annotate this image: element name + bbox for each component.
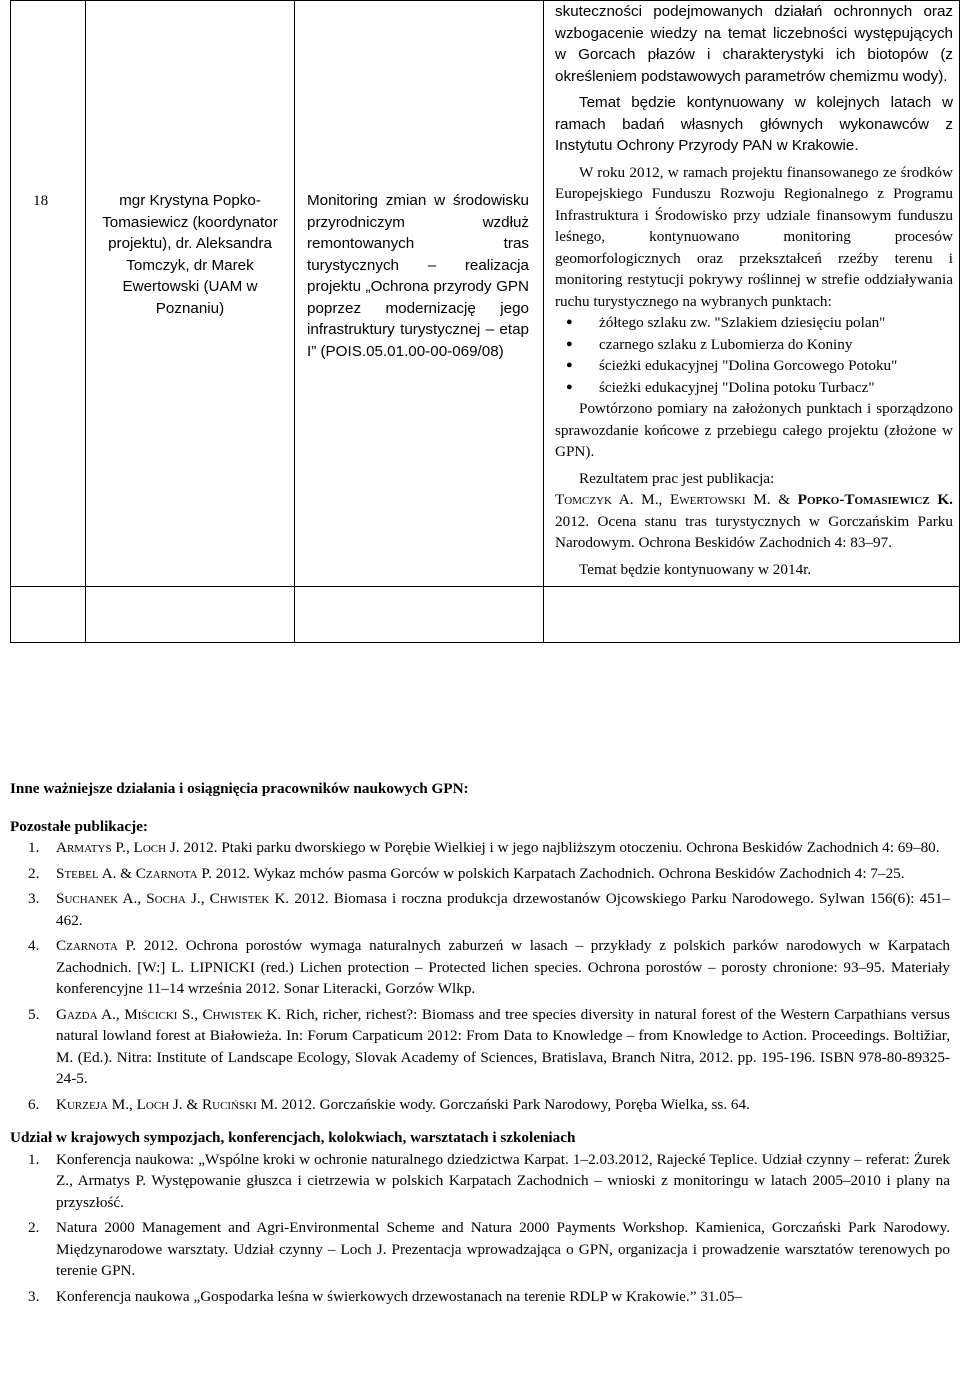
publication-authors: Stebel A. & Czarnota P. (56, 864, 212, 882)
description-paragraph: Powtórzono pomiary na założonych punktach i sporządzono sprawozdanie końcowe z przebiegu całego projektu (złożone w GPN). (555, 400, 953, 460)
title-cell (295, 1, 544, 587)
publication-authors: Gazda A., Miścicki S., Chwistek K. (56, 1005, 282, 1023)
publication-text: 2012. Biomasa i roczna produkcja drzewostanów Ojcowskiego Parku Narodowego. Sylwan 156(6): 451–462. (56, 890, 951, 929)
empty-cell (86, 587, 295, 643)
citation-initials: M. & (745, 491, 798, 508)
publication-citation (555, 489, 953, 554)
publication-authors: Armatys P., Loch J. (56, 839, 180, 856)
description-paragraph: Rezultatem prac jest publikacja: (579, 469, 775, 487)
publication-text: 2012. Ptaki parku dworskiego w Porębie Wielkiej i w jego najbliższym otoczeniu. Ochrona Beskidów Zachodnich 4: 69–80. (179, 839, 940, 856)
conference-item (10, 1217, 950, 1282)
item-number: 4. (28, 937, 40, 954)
description-paragraph: skuteczności podejmowanych działań ochronnych oraz wzbogacenie wiedzy na temat liczebności występujących w Gorcach płazów i charakterystyki ich biotopów (z określeniem podstawowych parametrów chemizmu wody). (555, 3, 953, 85)
citation-details: 2012. Ocena stanu tras turystycznych w Gorczańskim Parku Narodowym. Ochrona Beskidów Zachodnich 4: 83–97. (555, 512, 953, 551)
publication-item (10, 1094, 950, 1116)
empty-cell (544, 587, 960, 643)
item-number: 3. (28, 890, 40, 907)
conference-text: Konferencja naukowa „Gospodarka leśna w świerkowych drzewostanach na terenie RDLP w Krakowie.” 31.05– (56, 1287, 743, 1305)
description-paragraph: Temat będzie kontynuowany w 2014r. (579, 560, 812, 578)
item-number: 6. (28, 1095, 40, 1113)
conference-item (10, 1149, 950, 1214)
publication-item (10, 1004, 950, 1090)
conferences-list (10, 1149, 950, 1308)
list-item: ● czarnego szlaku z Lubomierza do Koniny (555, 334, 953, 356)
conference-text: Natura 2000 Management and Agri-Environmental Scheme and Natura 2000 Payments Workshop. Kamienica, Gorczański Park Narodowy. Międzynarodowe warsztaty. Udział czynny – Loch J. Prezentacja wprowadzająca o GPN, organizacja i prowadzenie warsztatów terenowych po terenie GPN. (56, 1219, 950, 1279)
publications-list (10, 837, 950, 1115)
citation-author: Tomczyk (555, 491, 612, 508)
project-title: Monitoring zmian w środowisku przyrodniczym wzdłuż remontowanych tras turystycznych – realizacja projektu „Ochrona przyrody GPN poprzez modernizację jego infrastruktury turystycznej – etap I” (POIS.05.01.00-00-069/08) (307, 192, 529, 360)
publication-text: 2012. Gorczańskie wody. Gorczański Park Narodowy, Poręba Wielka, ss. 64. (277, 1095, 750, 1113)
row-number: 18 (33, 192, 49, 209)
row-number-cell (11, 1, 86, 587)
citation-author: Ewertowski (669, 491, 746, 508)
item-number: 2. (28, 1219, 40, 1236)
other-activities-section (10, 778, 950, 1311)
citation-initials: A. M., (611, 491, 670, 508)
publication-item (10, 863, 950, 885)
publication-text: 2012. Wykaz mchów pasma Gorców w polskich Karpatach Zachodnich. Ochrona Beskidów Zachodnich 4: 7–25. (211, 864, 905, 882)
publication-item (10, 888, 950, 931)
publication-authors: Kurzeja M., Loch J. & Ruciński M. (56, 1095, 278, 1113)
publication-authors: Suchanek A., Socha J., Chwistek K. (56, 890, 290, 907)
conference-text: Konferencja naukowa: „Wspólne kroki w ochronie naturalnego dziedzictwa Karpat. 1–2.03.2012, Rajecké Teplice. Udział czynny – referat: Żurek Z., Armatys P. Występowanie głuszca i cietrzewia w polskich Karpatach Zachodnich – wnioski z monitoringu w latach 2005–2010 i plany na przyszłość. (56, 1150, 950, 1211)
publication-text: Rich, richer, richest?: Biomass and tree species diversity in natural forest of the Western Carpathians versus natural lowland forest at Białowieża. In: Forum Carpaticum 2012: From Data to Knowledge – from Knowledge to Action. Proceedings. Boltižiar, M. (Ed.). Nitra: Institute of Landscape Ecology, Slovak Academy of Sciences, Bratislava, Branch Nitra, 2012. pp. 195-196. ISBN 978-80-89325-24-5. (56, 1005, 950, 1087)
projects-table (10, 0, 960, 643)
publication-text: 2012. Ochrona porostów wymaga naturalnych zaburzeń w lasach – przykłady z polskich parków narodowych w Karpatach Zachodnich. [W:] L. LIPNICKI (red.) Lichen protection – Protected lichen species. Ochrona porostów – porosty chronione: 93–95. Materiały konferencyjne 11–14 września 2012. Sonar Literacki, Gorzów Wlkp. (56, 937, 951, 997)
list-item: ● ścieżki edukacyjnej "Dolina Gorcowego Potoku" (555, 355, 953, 377)
table-row (11, 587, 960, 643)
citation-author: Popko-Tomasiewicz (797, 491, 930, 508)
project-authors: mgr Krystyna Popko-Tomasiewicz (koordynator projektu), dr. Aleksandra Tomczyk, dr Marek Ewertowski (UAM w Poznaniu) (102, 192, 278, 317)
authors-cell (86, 1, 295, 587)
monitoring-points-list (555, 312, 953, 398)
empty-cell (295, 587, 544, 643)
table-row (11, 1, 960, 587)
project-description (544, 1, 959, 580)
item-number: 2. (28, 864, 40, 882)
empty-cell (11, 587, 86, 643)
conferences-heading: Udział w krajowych sympozjach, konferencjach, kolokwiach, warsztatach i szkoleniach (10, 1129, 576, 1146)
publication-item (10, 837, 950, 859)
description-cell (544, 1, 960, 587)
citation-initials: K. (929, 491, 953, 508)
section-heading: Inne ważniejsze działania i osiągnięcia pracowników naukowych GPN: (10, 780, 469, 797)
item-number: 5. (28, 1005, 40, 1023)
item-number: 1. (28, 839, 40, 856)
publication-authors: Czarnota P. (56, 937, 137, 954)
list-item: ● ścieżki edukacyjnej "Dolina potoku Turbacz" (555, 377, 953, 399)
publications-heading: Pozostałe publikacje: (10, 817, 148, 835)
description-paragraph: Temat będzie kontynuowany w kolejnych latach w ramach badań własnych głównych wykonawców z Instytutu Ochrony Przyrody PAN w Krakowie. (555, 94, 953, 154)
item-number: 3. (28, 1287, 40, 1305)
item-number: 1. (28, 1150, 40, 1168)
list-item: ● żółtego szlaku zw. "Szlakiem dziesięciu polan" (555, 312, 953, 334)
description-paragraph: W roku 2012, w ramach projektu finansowanego ze środków Europejskiego Funduszu Rozwoju Regionalnego z Programu Infrastruktura i Środowisko przy udziale finansowym funduszu leśnego, kontynuowano monitoring procesów geomorfologicznych oraz przekształceń rzeźby terenu i monitoring restytucji pokrywy roślinnej w strefie oddziaływania ruchu turystycznego na wybranych punktach: (555, 163, 953, 310)
conference-item (10, 1286, 950, 1308)
publication-item (10, 935, 950, 1000)
